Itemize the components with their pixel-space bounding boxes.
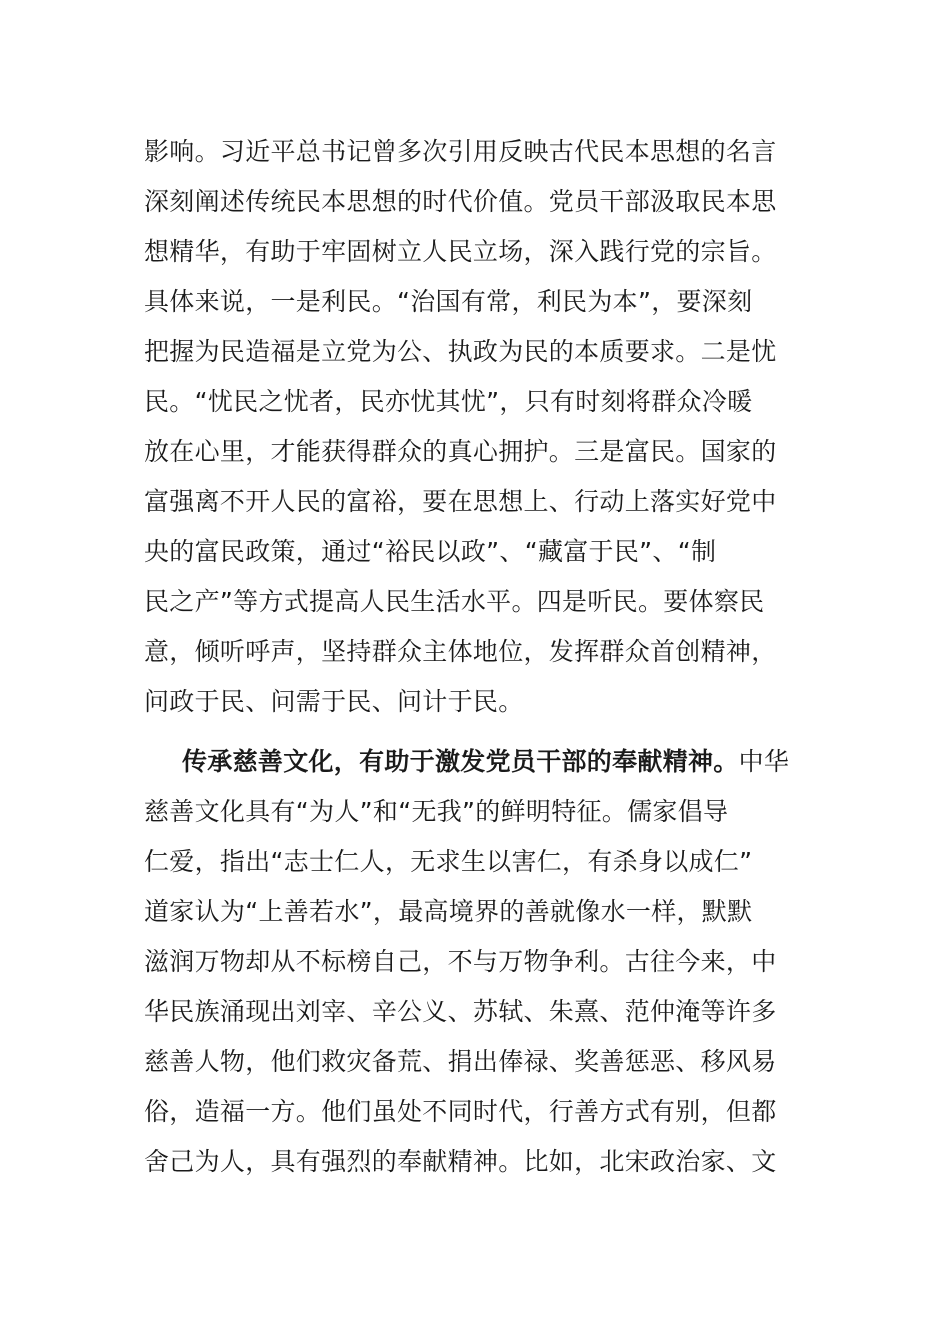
text-line: 舍己为人，具有强烈的奉献精神。比如，北宋政治家、文	[144, 1147, 777, 1176]
text-line: 慈善人物，他们救灾备荒、捐出俸禄、奖善惩恶、移风易	[144, 1047, 777, 1076]
paragraph-heading: 传承慈善文化，有助于激发党员干部的奉献精神。	[182, 747, 739, 776]
text-line: 影响。习近平总书记曾多次引用反映古代民本思想的名言	[144, 137, 777, 166]
text-line: 意，倾听呼声，坚持群众主体地位，发挥群众首创精神，	[144, 637, 777, 666]
text-line: 放在心里，才能获得群众的真心拥护。三是富民。国家的	[144, 437, 777, 466]
text-line: 滋润万物却从不标榜自己，不与万物争利。古往今来，中	[144, 947, 777, 976]
text-line: 民。“忧民之忧者，民亦忧其忧”，只有时刻将群众冷暖	[144, 387, 753, 416]
text-line: 具体来说，一是利民。“治国有常，利民为本”，要深刻	[144, 287, 753, 316]
text-line: 慈善文化具有“为人”和“无我”的鲜明特征。儒家倡导	[144, 797, 729, 826]
text-line: 俗，造福一方。他们虽处不同时代，行善方式有别，但都	[144, 1097, 777, 1126]
text-line: 道家认为“上善若水”，最高境界的善就像水一样，默默	[144, 897, 753, 926]
text-line: 问政于民、问需于民、问计于民。	[144, 687, 524, 716]
text-line: 把握为民造福是立党为公、执政为民的本质要求。二是忧	[144, 337, 777, 366]
text-line: 仁爱，指出“志士仁人，无求生以害仁，有杀身以成仁”	[144, 847, 753, 876]
text-line: 央的富民政策，通过“裕民以政”、“藏富于民”、“制	[144, 537, 717, 566]
text-line: 深刻阐述传统民本思想的时代价值。党员干部汲取民本思	[144, 187, 777, 216]
text-line: 富强离不开人民的富裕，要在思想上、行动上落实好党中	[144, 487, 777, 516]
text-line: 华民族涌现出刘宰、辛公义、苏轼、朱熹、范仲淹等许多	[144, 997, 777, 1026]
paragraph-first-line	[182, 747, 789, 777]
text-line: 想精华，有助于牢固树立人民立场，深入践行党的宗旨。	[144, 237, 777, 266]
text-span: 中华	[738, 747, 790, 776]
text-line: 民之产”等方式提高人民生活水平。四是听民。要体察民	[144, 587, 765, 616]
